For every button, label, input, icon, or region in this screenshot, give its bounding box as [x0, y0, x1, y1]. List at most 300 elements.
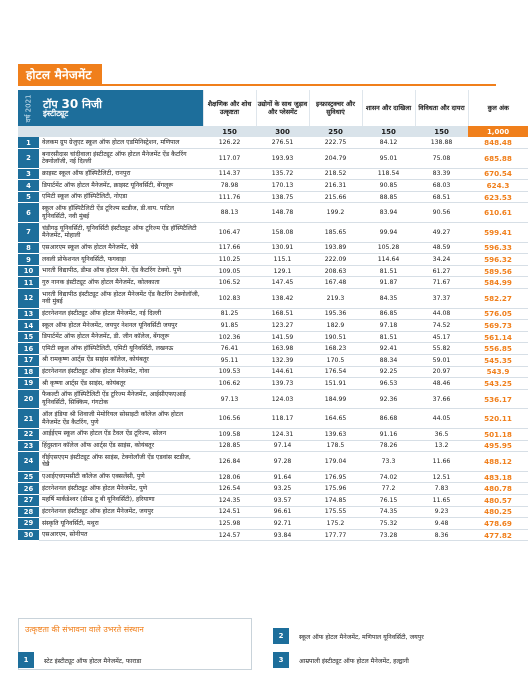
score-cell: 144.61 — [256, 366, 309, 378]
total-score: 501.18 — [468, 428, 528, 440]
score-cell: 163.98 — [256, 343, 309, 355]
score-cell: 75.32 — [362, 518, 415, 530]
rank-cell: 9 — [18, 254, 39, 266]
score-cell: 135.72 — [256, 168, 309, 180]
institute-name: ऑल इंडिया श्री शिवाजी मेमोरियल सोसाइटी कॉलेज ऑफ होटल मैनेजमेंट ऐंड कैटरिंग, पुणे — [39, 409, 203, 429]
score-cell: 139.63 — [309, 428, 362, 440]
score-cell: 106.47 — [203, 223, 256, 243]
score-cell: 182.9 — [309, 320, 362, 332]
institute-name: आईईएम स्कूल ऑफ होटल ऐंड टैवल ऐंड टूरिज्म, सोलन — [39, 428, 203, 440]
score-cell: 117.66 — [203, 242, 256, 254]
score-cell: 126.22 — [203, 137, 256, 149]
score-cell: 175.2 — [309, 518, 362, 530]
institute-name: चंडीगढ़ यूनिवर्सिटी, यूनिवर्सिटी इंस्टीट्यूट ऑफ टूरिज्म ऐंड हॉस्पिटैलिटी मैनेजमेंट, मोहाली — [39, 223, 203, 243]
rank-cell: 8 — [18, 242, 39, 254]
institute-name: स्कूल ऑफ होटल मैनेजमेंट, जयपुर नेशनल यूनिवर्सिटी जयपुर — [39, 320, 203, 332]
score-cell: 91.87 — [362, 277, 415, 289]
total-score: 543.25 — [468, 378, 528, 390]
institute-name: गुरु नानक इंस्टीट्यूट ऑफ होटल मैनेजमेंट, कोलकाता — [39, 277, 203, 289]
score-cell: 93.57 — [256, 494, 309, 506]
column-header: कुल अंक — [468, 90, 528, 126]
score-cell: 204.79 — [309, 149, 362, 169]
score-cell: 178.5 — [309, 440, 362, 452]
score-cell: 124.03 — [256, 389, 309, 409]
rank-cell: 24 — [18, 452, 39, 472]
table-row — [18, 355, 528, 367]
score-cell: 117.07 — [203, 149, 256, 169]
table-row — [18, 254, 528, 266]
score-cell: 168.23 — [309, 343, 362, 355]
score-cell: 222.75 — [309, 137, 362, 149]
institute-name: एमिटी स्कूल ऑफ हॉस्पिटैलिटी, नोएडा — [39, 191, 203, 203]
max-total-score: 1,000 — [468, 126, 528, 137]
score-cell: 199.2 — [309, 203, 362, 223]
institute-name: एआईएचएमसीटी कॉलेज ऑफ एक्सलेंसी, पुणे — [39, 471, 203, 483]
institute-name: इंटरनेशनल इंस्टीट्यूट ऑफ होटल मैनेजमेंट, जयपुर — [39, 506, 203, 518]
score-cell: 97.13 — [203, 389, 256, 409]
table-row — [18, 168, 528, 180]
rank-cell: 19 — [18, 378, 39, 390]
score-cell: 86.68 — [362, 409, 415, 429]
score-cell: 75.08 — [415, 149, 468, 169]
score-cell: 37.66 — [415, 389, 468, 409]
score-cell: 84.12 — [362, 137, 415, 149]
table-row — [18, 137, 528, 149]
table-row — [18, 289, 528, 309]
score-cell: 125.98 — [203, 518, 256, 530]
score-cell: 138.75 — [256, 191, 309, 203]
score-cell: 93.84 — [256, 529, 309, 541]
max-score-row — [18, 126, 528, 137]
score-cell: 61.27 — [415, 265, 468, 277]
score-cell: 115.1 — [256, 254, 309, 266]
table-row — [18, 191, 528, 203]
score-cell: 11.66 — [415, 452, 468, 472]
institute-name: डिपार्टमेंट ऑफ होटल मैनेजमेंट, डी. जीन कॉलेज, बेंगलूरू — [39, 331, 203, 343]
score-cell: 109.58 — [203, 428, 256, 440]
score-cell: 96.53 — [362, 378, 415, 390]
emerging-heading: उत्कृष्टता की संभावना वाले उभरते संस्थान — [25, 625, 144, 634]
table-title — [18, 90, 203, 126]
total-score: 670.54 — [468, 168, 528, 180]
score-cell: 68.03 — [415, 180, 468, 192]
score-cell: 193.93 — [256, 149, 309, 169]
total-score: 599.41 — [468, 223, 528, 243]
score-cell: 124.51 — [203, 506, 256, 518]
score-cell: 124.35 — [203, 494, 256, 506]
total-score: 576.05 — [468, 308, 528, 320]
emerging-item — [18, 652, 141, 668]
rank-cell: 25 — [18, 471, 39, 483]
score-cell: 176.54 — [309, 366, 362, 378]
score-cell: 118.54 — [362, 168, 415, 180]
rank-cell: 22 — [18, 428, 39, 440]
table-row — [18, 320, 528, 332]
score-cell: 222.09 — [309, 254, 362, 266]
institute-name: क्राइस्ट स्कूल ऑफ हॉस्पिटैलिटी, रानपुरा — [39, 168, 203, 180]
score-cell: 193.89 — [309, 242, 362, 254]
score-cell: 74.35 — [362, 506, 415, 518]
score-cell: 138.88 — [415, 137, 468, 149]
score-cell: 170.13 — [256, 180, 309, 192]
score-cell: 110.25 — [203, 254, 256, 266]
total-score: 596.33 — [468, 242, 528, 254]
score-cell: 71.67 — [415, 277, 468, 289]
score-cell: 92.41 — [362, 343, 415, 355]
rank-cell: 26 — [18, 483, 39, 495]
score-cell: 8.36 — [415, 529, 468, 541]
score-cell: 90.56 — [415, 203, 468, 223]
table-row — [18, 277, 528, 289]
score-cell: 77.2 — [362, 483, 415, 495]
score-cell: 139.73 — [256, 378, 309, 390]
score-cell: 102.36 — [203, 331, 256, 343]
total-score: 478.69 — [468, 518, 528, 530]
rank-cell: 28 — [18, 506, 39, 518]
table-row — [18, 409, 528, 429]
section-label: होटल मैनेजमेंट — [18, 64, 102, 84]
score-cell: 76.41 — [203, 343, 256, 355]
table-row — [18, 529, 528, 541]
score-cell: 11.65 — [415, 494, 468, 506]
institute-name: महर्षि मार्कंडेश्वर (डीम्ड टू बी यूनिवर्सिटी), हरियाणा — [39, 494, 203, 506]
score-cell: 215.66 — [309, 191, 362, 203]
score-cell: 219.3 — [309, 289, 362, 309]
score-cell: 167.48 — [309, 277, 362, 289]
total-score: 488.12 — [468, 452, 528, 472]
table-row — [18, 452, 528, 472]
emerging-name: स्टेट इंस्टीट्यूट ऑफ होटल मैनेजमेंट, फाराडा — [44, 657, 142, 665]
score-cell: 59.01 — [415, 355, 468, 367]
institute-name: श्री कृष्णा आर्ट्स ऐंड साइंस, कोयंबतूर — [39, 378, 203, 390]
score-cell: 97.18 — [362, 320, 415, 332]
rank-cell: 21 — [18, 409, 39, 429]
score-cell: 88.34 — [362, 355, 415, 367]
total-score: 589.56 — [468, 265, 528, 277]
total-score: 480.78 — [468, 483, 528, 495]
score-cell: 114.37 — [203, 168, 256, 180]
institute-name: भारती विद्यापीठ, डीम्ड ऑफ होटल मैने. ऐंड कैटरिंग टेक्नो. पुणे — [39, 265, 203, 277]
score-cell: 74.02 — [362, 471, 415, 483]
score-cell: 175.96 — [309, 483, 362, 495]
score-cell: 123.27 — [256, 320, 309, 332]
table-row — [18, 203, 528, 223]
institute-name: वीईएसएएम इंस्टीट्यूट ऑफ साइंस, टेक्नोलॉजी ऐंड एडवांस स्टडीज, चेन्नै — [39, 452, 203, 472]
emerging-item — [273, 628, 424, 644]
rank-cell: 13 — [18, 308, 39, 320]
score-cell: 49.27 — [415, 223, 468, 243]
max-score: 250 — [309, 126, 362, 137]
emerging-number: 1 — [18, 652, 34, 668]
rank-cell: 16 — [18, 343, 39, 355]
emerging-number: 2 — [273, 628, 289, 644]
rank-cell: 5 — [18, 191, 39, 203]
score-cell: 95.01 — [362, 149, 415, 169]
table-row — [18, 366, 528, 378]
score-cell: 138.42 — [256, 289, 309, 309]
institute-name: भारती विद्यापीठ इंस्टीट्यूट ऑफ होटल मैनेजमेंट ऐंड कैटरिंग टेक्नोलॉजी, नवी मुंबई — [39, 289, 203, 309]
table-row — [18, 494, 528, 506]
total-score: 685.88 — [468, 149, 528, 169]
institute-name: इंटरनेशनल इंस्टीट्यूट ऑफ होटल मैनेजमेंट, पुणे — [39, 483, 203, 495]
score-cell: 81.51 — [362, 331, 415, 343]
score-cell: 106.56 — [203, 409, 256, 429]
score-cell: 45.17 — [415, 331, 468, 343]
rank-cell: 29 — [18, 518, 39, 530]
score-cell: 20.97 — [415, 366, 468, 378]
rank-cell: 14 — [18, 320, 39, 332]
score-cell: 44.08 — [415, 308, 468, 320]
max-score: 150 — [362, 126, 415, 137]
score-cell: 9.48 — [415, 518, 468, 530]
column-header: विविधता और दायरा — [415, 90, 468, 126]
score-cell: 97.28 — [256, 452, 309, 472]
table-row — [18, 343, 528, 355]
score-cell: 124.31 — [256, 428, 309, 440]
score-cell: 141.59 — [256, 331, 309, 343]
total-score: 623.53 — [468, 191, 528, 203]
score-cell: 184.99 — [309, 389, 362, 409]
score-cell: 9.23 — [415, 506, 468, 518]
score-cell: 76.15 — [362, 494, 415, 506]
table-row — [18, 483, 528, 495]
score-cell: 92.36 — [362, 389, 415, 409]
score-cell: 74.52 — [415, 320, 468, 332]
score-cell: 81.51 — [362, 265, 415, 277]
table-row — [18, 331, 528, 343]
score-cell: 90.85 — [362, 180, 415, 192]
institute-name: एसआरएम स्कूल ऑफ होटल मैनेजमेंट, चेन्नै — [39, 242, 203, 254]
score-cell: 34.24 — [415, 254, 468, 266]
score-cell: 109.05 — [203, 265, 256, 277]
score-cell: 83.94 — [362, 203, 415, 223]
score-cell: 12.51 — [415, 471, 468, 483]
score-cell: 95.11 — [203, 355, 256, 367]
institute-name: एसआरएम, सोनीपत — [39, 529, 203, 541]
score-cell: 78.98 — [203, 180, 256, 192]
total-score: 582.27 — [468, 289, 528, 309]
score-cell: 128.06 — [203, 471, 256, 483]
score-cell: 126.84 — [203, 452, 256, 472]
score-cell: 44.05 — [415, 409, 468, 429]
institute-name: फैकल्टी ऑफ हॉस्पिटैलिटी ऐंड टूरिज्म मैनेजमेंट, आईसीएफएआई यूनिवर्सिटी, सिक्किम, गंगटोक — [39, 389, 203, 409]
institute-name: हिंदुस्तान कॉलेज ऑफ आर्ट्स ऐंड साइंस, कोयंबतूर — [39, 440, 203, 452]
score-cell: 102.83 — [203, 289, 256, 309]
table-row — [18, 308, 528, 320]
total-score: 561.14 — [468, 331, 528, 343]
score-cell: 37.37 — [415, 289, 468, 309]
rank-cell: 17 — [18, 355, 39, 367]
institute-name: वेलकम ग्रुप ग्रेजुएट स्कूल ऑफ होटल एडमिनिस्ट्रेशन, मणिपाल — [39, 137, 203, 149]
institute-name: लवली प्रोफेशनल यूनिवर्सिटी, फगवाड़ा — [39, 254, 203, 266]
table-row — [18, 440, 528, 452]
score-cell: 48.46 — [415, 378, 468, 390]
total-score: 477.82 — [468, 529, 528, 541]
table-row — [18, 265, 528, 277]
table-row — [18, 518, 528, 530]
score-cell: 55.82 — [415, 343, 468, 355]
score-cell: 96.61 — [256, 506, 309, 518]
rank-cell: 12 — [18, 289, 39, 309]
score-cell: 48.59 — [415, 242, 468, 254]
score-cell: 88.13 — [203, 203, 256, 223]
score-cell: 148.78 — [256, 203, 309, 223]
total-score: 480.25 — [468, 506, 528, 518]
score-cell: 208.63 — [309, 265, 362, 277]
total-score: 480.57 — [468, 494, 528, 506]
score-cell: 175.55 — [309, 506, 362, 518]
institute-name: श्री रामकृष्ण आर्ट्स ऐंड साइंस कॉलेज, कोयंबतूर — [39, 355, 203, 367]
score-cell: 170.5 — [309, 355, 362, 367]
score-cell: 91.16 — [362, 428, 415, 440]
score-cell: 132.39 — [256, 355, 309, 367]
total-score: 596.32 — [468, 254, 528, 266]
institute-name: बनारसीदास चांदीवाला इंस्टीट्यूट ऑफ होटल मैनेजमेंट ऐंड कैटरिंग टेक्नोलॉजी, नई दिल्ली — [39, 149, 203, 169]
score-cell: 109.53 — [203, 366, 256, 378]
rank-cell: 27 — [18, 494, 39, 506]
score-cell: 174.85 — [309, 494, 362, 506]
score-cell: 81.25 — [203, 308, 256, 320]
table-row — [18, 506, 528, 518]
emerging-name: स्कूल ऑफ होटल मैनेजमेंट, मणिपाल यूनिवर्सिटी, जयपुर — [299, 633, 424, 641]
emerging-name: आम्रपाली इंस्टीट्यूट ऑफ होटल मैनेजमेंट, हल्द्वानी — [299, 657, 409, 665]
score-cell: 151.91 — [309, 378, 362, 390]
table-row — [18, 389, 528, 409]
total-score: 545.35 — [468, 355, 528, 367]
score-cell: 124.57 — [203, 529, 256, 541]
institute-name: इंटरनेशनल इंस्टीट्यूट ऑफ होटल मैनेजमेंट, गोवा — [39, 366, 203, 378]
year-label: वर्ष 2021 — [24, 94, 33, 122]
score-cell: 216.31 — [309, 180, 362, 192]
title-subtitle: इंस्टीट्यूट — [43, 109, 69, 119]
table-row — [18, 428, 528, 440]
score-cell: 218.52 — [309, 168, 362, 180]
score-cell: 105.28 — [362, 242, 415, 254]
score-cell: 164.65 — [309, 409, 362, 429]
rank-cell: 6 — [18, 203, 39, 223]
table-row — [18, 180, 528, 192]
column-header: शासन और दाखिला — [362, 90, 415, 126]
score-cell: 129.1 — [256, 265, 309, 277]
total-score: 584.99 — [468, 277, 528, 289]
institute-name: इंटरनेशनल इंस्टीट्यूट ऑफ होटल मैनेजमेंट, नई दिल्ली — [39, 308, 203, 320]
rank-cell: 3 — [18, 168, 39, 180]
total-score: 610.61 — [468, 203, 528, 223]
institute-name: डिपार्टमेंट ऑफ होटल मैनेजमेंट, क्राइस्ट यूनिवर्सिटी, बेंगलूरू — [39, 180, 203, 192]
score-cell: 276.51 — [256, 137, 309, 149]
rank-cell: 23 — [18, 440, 39, 452]
score-cell: 106.52 — [203, 277, 256, 289]
score-cell: 7.83 — [415, 483, 468, 495]
score-cell: 83.39 — [415, 168, 468, 180]
score-cell: 106.62 — [203, 378, 256, 390]
rank-cell: 18 — [18, 366, 39, 378]
max-score: 300 — [256, 126, 309, 137]
rank-cell: 10 — [18, 265, 39, 277]
total-score: 556.85 — [468, 343, 528, 355]
table-row — [18, 223, 528, 243]
table-row — [18, 242, 528, 254]
score-cell: 36.5 — [415, 428, 468, 440]
score-cell: 73.28 — [362, 529, 415, 541]
total-score: 543.9 — [468, 366, 528, 378]
rank-cell: 7 — [18, 223, 39, 243]
score-cell: 13.2 — [415, 440, 468, 452]
score-cell: 93.25 — [256, 483, 309, 495]
score-cell: 92.71 — [256, 518, 309, 530]
score-cell: 147.45 — [256, 277, 309, 289]
total-score: 848.48 — [468, 137, 528, 149]
rank-cell: 1 — [18, 137, 39, 149]
column-header: शैक्षणिक और शोध उत्कृष्टता — [203, 90, 256, 126]
total-score: 569.73 — [468, 320, 528, 332]
section-rule — [18, 84, 496, 86]
table-row — [18, 149, 528, 169]
score-cell: 168.51 — [256, 308, 309, 320]
score-cell: 86.85 — [362, 308, 415, 320]
total-score: 483.18 — [468, 471, 528, 483]
rank-cell: 2 — [18, 149, 39, 169]
score-cell: 190.51 — [309, 331, 362, 343]
ranking-table — [18, 90, 528, 541]
rank-cell: 30 — [18, 529, 39, 541]
title-number: 30 — [61, 96, 79, 111]
total-score: 536.17 — [468, 389, 528, 409]
score-cell: 126.54 — [203, 483, 256, 495]
score-cell: 114.64 — [362, 254, 415, 266]
emerging-item — [273, 652, 409, 668]
rank-cell: 15 — [18, 331, 39, 343]
score-cell: 92.25 — [362, 366, 415, 378]
score-cell: 91.64 — [256, 471, 309, 483]
score-cell: 68.51 — [415, 191, 468, 203]
rank-cell: 11 — [18, 277, 39, 289]
score-cell: 128.85 — [203, 440, 256, 452]
score-cell: 73.3 — [362, 452, 415, 472]
title-prefix: टॉप — [43, 97, 58, 111]
total-score: 624.3 — [468, 180, 528, 192]
column-header: उद्योगों के साथ जुड़ाव और प्लेसमेंट — [256, 90, 309, 126]
score-cell: 97.14 — [256, 440, 309, 452]
total-score: 495.95 — [468, 440, 528, 452]
rank-cell: 4 — [18, 180, 39, 192]
score-cell: 84.35 — [362, 289, 415, 309]
max-score: 150 — [203, 126, 256, 137]
table-row — [18, 471, 528, 483]
score-cell: 91.85 — [203, 320, 256, 332]
column-header: इन्फ्रास्ट्रक्चर और सुविधाएं — [309, 90, 362, 126]
score-cell: 130.91 — [256, 242, 309, 254]
score-cell: 176.95 — [309, 471, 362, 483]
rank-cell: 20 — [18, 389, 39, 409]
score-cell: 185.65 — [309, 223, 362, 243]
title-suffix: निजी — [82, 97, 103, 111]
emerging-number: 3 — [273, 652, 289, 668]
institute-name: एमिटी स्कूल ऑफ हॉस्पिटैलिटी, एमिटी यूनिवर्सिटी, लखनऊ — [39, 343, 203, 355]
score-cell: 111.76 — [203, 191, 256, 203]
score-cell: 177.77 — [309, 529, 362, 541]
max-score: 150 — [415, 126, 468, 137]
score-cell: 158.08 — [256, 223, 309, 243]
score-cell: 195.36 — [309, 308, 362, 320]
score-cell: 88.85 — [362, 191, 415, 203]
institute-name: संस्कृति यूनिवर्सिटी, मथुरा — [39, 518, 203, 530]
score-cell: 118.17 — [256, 409, 309, 429]
score-cell: 179.04 — [309, 452, 362, 472]
total-score: 520.11 — [468, 409, 528, 429]
table-row — [18, 378, 528, 390]
score-cell: 78.26 — [362, 440, 415, 452]
